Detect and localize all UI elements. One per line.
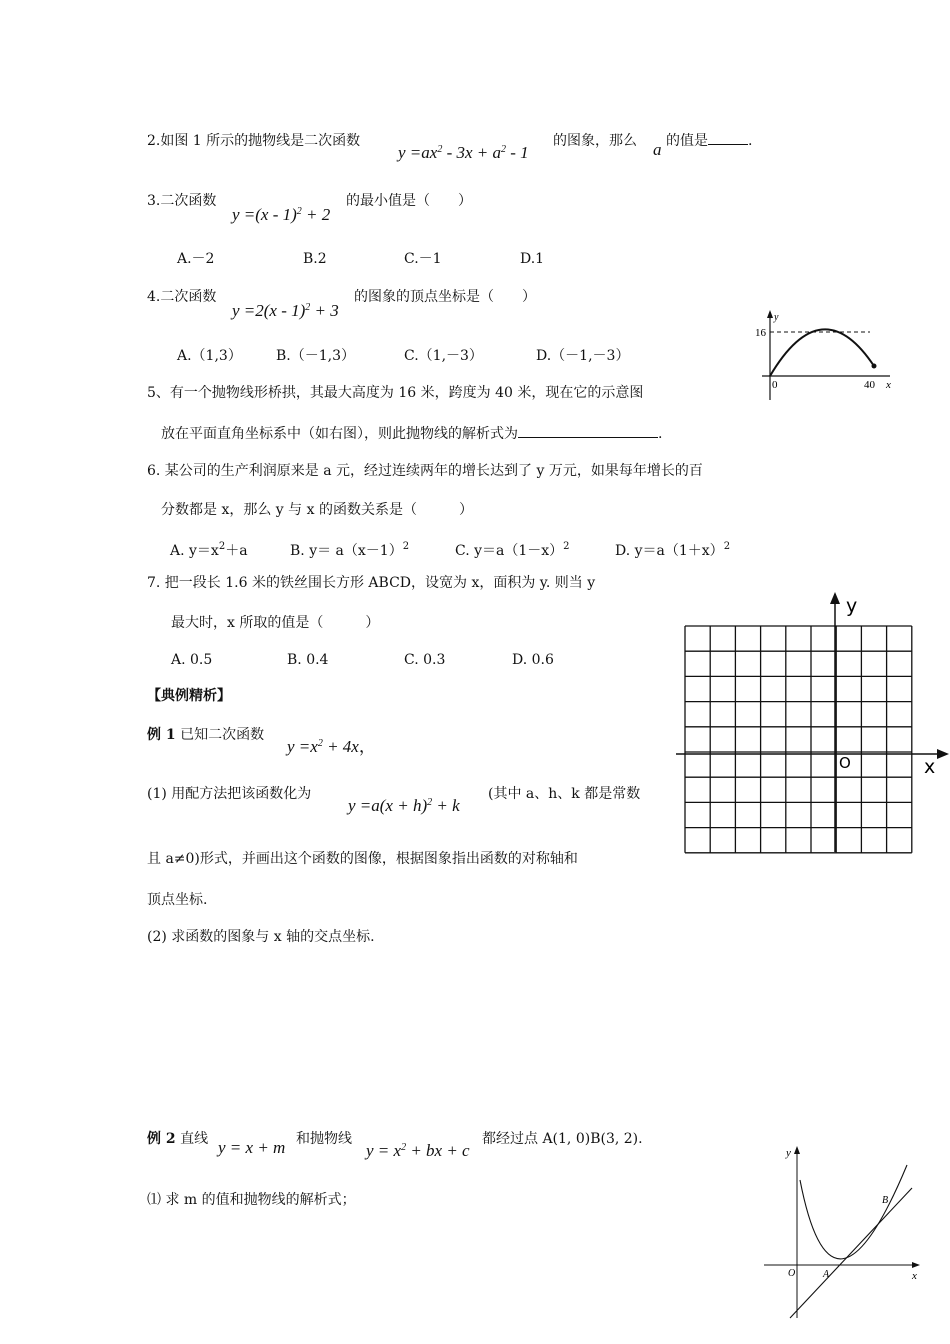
ex2-mid: 和抛物线 [296,1131,352,1147]
parab-b-label: B [882,1195,889,1206]
parabola-line-figure [760,1140,930,1320]
parab-x-label: x [912,1270,917,1282]
q6-option-b: B. $y= a(x-1)^2$ [290,541,410,559]
q2-formula: $y =ax^2 - 3x + a^2 - 1$ [398,143,529,162]
ex1-p1-formula: $y =a(x + h)^2 + k$ [348,796,460,815]
q3-option-a: A.－2 [177,251,215,267]
q2-var: a [653,140,662,159]
q5-line2: 放在平面直角坐标系中（如右图），则此抛物线的解析式为 . [161,426,663,442]
q3-formula: y =(x - 1)$^2$ + 2 [232,205,331,224]
q3-option-d: D.1 [520,251,545,267]
q3-option-b: B.2 [303,251,327,267]
q2-tail: 的值是 . [666,133,753,149]
ex1-intro: 例 1 已知二次函数 [147,727,265,743]
q7-option-b: B. 0.4 [287,652,329,668]
q7-line2: 最大时，x 所取的值是（ ） [171,615,380,631]
q4-formula: y =2(x - 1)$^2$ + 3 [232,301,339,320]
ex1-p1-pre: (1) 用配方法把该函数化为 [147,786,312,802]
ex2-line-formula: y = x + m [218,1138,286,1157]
bridge-y-label: y [774,312,779,323]
parab-y-label: y [786,1147,791,1159]
q6-option-d: D. $y=a(1+x)^2$ [615,541,731,559]
q5-line1: 5、有一个抛物线形桥拱，其最大高度为 16 米，跨度为 40 米，现在它的示意图 [147,385,644,401]
bridge-arch-figure [752,308,902,403]
grid-x-label: x [924,756,936,778]
q4-option-c: C.（1,－3） [404,348,483,364]
q7-option-a: A. 0.5 [171,652,213,668]
q7-option-d: D. 0.6 [512,652,554,668]
q6-option-a: A. $y=x^2+a$ [170,541,248,559]
ex1-formula: $y =x^2 + 4x$， [287,737,376,756]
q6-line1: 6. 某公司的生产利润原来是 a 元，经过连续两年的增长达到了 y 万元，如果每年增长的百 [147,463,703,479]
grid-origin-label: O [839,754,851,772]
ex1-p1-line3: 顶点坐标. [147,892,208,908]
ex1-p1-line2: 且 a≠0)形式，并画出这个函数的图像，根据图象指出函数的对称轴和 [147,851,578,867]
q4-option-d: D.（－1,－3） [536,348,630,364]
q6-line2: 分数都是 x，那么 y 与 x 的函数关系是（ ） [161,502,473,518]
q2-post: 的图象，那么 [553,133,637,149]
q3-post: 的最小值是（ ） [346,193,472,209]
ex1-p1-post: (其中 a、h、k 都是常数 [488,786,641,802]
q3: 3.二次函数 [147,193,217,209]
q6-option-c: C. $y=a(1-x)^2$ [455,541,570,559]
coordinate-grid-figure [676,590,950,860]
bridge-right-label: 40 [864,379,875,391]
q7-line1: 7. 把一段长 1.6 米的铁丝围长方形 ABCD，设宽为 x，面积为 y. 则当 y [147,575,596,591]
ex2-parabola-formula: $y = x^2$ + bx + c [366,1141,470,1160]
bridge-origin-label: 0 [772,379,778,391]
grid-y-label: y [846,595,858,617]
q3-option-c: C.－1 [404,251,442,267]
parab-o-label: O [788,1268,796,1279]
ex1-p2: (2) 求函数的图象与 x 轴的交点坐标. [147,929,375,945]
bridge-x-label: x [886,379,891,391]
q4-option-b: B.（－1,3） [276,348,356,364]
section-heading: 【典例精析】 [147,688,231,704]
bridge-top-label: 16 [755,327,766,339]
ex2-p1: ⑴ 求 m 的值和抛物线的解析式； [147,1192,356,1208]
q7-option-c: C. 0.3 [404,652,446,668]
q4-post: 的图象的顶点坐标是（ ） [354,289,536,305]
ex2-post: 都经过点 A(1, 0)B(3, 2). [482,1131,643,1147]
q4-option-a: A.（1,3） [177,348,242,364]
parab-a-label: A [823,1269,830,1280]
ex2-intro: 例 2 直线 [147,1131,209,1147]
q4: 4.二次函数 [147,289,217,305]
q2: 2.如图 1 所示的抛物线是二次函数 [147,133,361,149]
